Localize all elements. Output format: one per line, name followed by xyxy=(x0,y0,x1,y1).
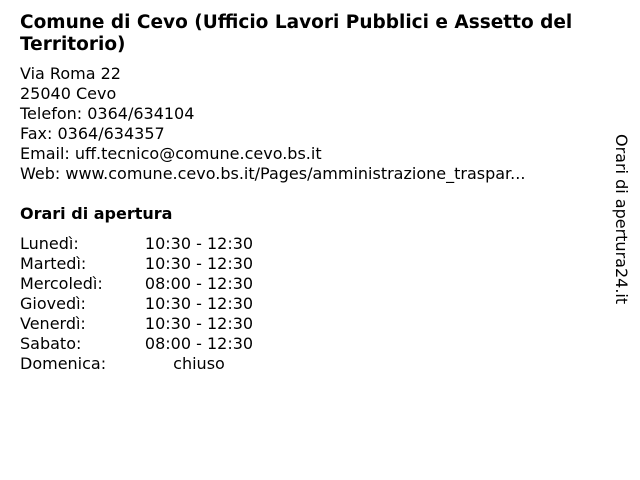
time-value: 10:30 - 12:30 xyxy=(144,294,254,313)
hours-row-thursday xyxy=(20,294,261,314)
hours-row-saturday xyxy=(20,334,261,354)
postal-city: 25040 Cevo xyxy=(20,84,117,103)
site-brand-watermark xyxy=(611,134,633,324)
day-label: Venerdì: xyxy=(20,314,86,333)
opening-hours-heading: Orari di apertura xyxy=(20,204,173,223)
contact-details xyxy=(20,64,600,184)
time-value: chiuso xyxy=(173,354,225,373)
hours-row-monday xyxy=(20,234,261,254)
time-value: 10:30 - 12:30 xyxy=(144,254,254,273)
office-title: Comune di Cevo (Ufficio Lavori Pubblici e Assetto del Territorio) xyxy=(20,12,573,55)
time-value: 08:00 - 12:30 xyxy=(144,274,254,293)
street-address: Via Roma 22 xyxy=(20,64,121,83)
hours-row-wednesday xyxy=(20,274,261,294)
hours-row-friday xyxy=(20,314,261,334)
day-label: Giovedì: xyxy=(20,294,86,313)
site-brand-text: Orari di apertura24.it xyxy=(612,134,631,305)
time-value: 10:30 - 12:30 xyxy=(144,314,254,333)
day-label: Sabato: xyxy=(20,334,82,353)
day-label: Martedì: xyxy=(20,254,87,273)
day-label: Domenica: xyxy=(20,354,107,373)
fax-number: Fax: 0364/634357 xyxy=(20,124,165,143)
day-label: Mercoledì: xyxy=(20,274,103,293)
hours-row-tuesday xyxy=(20,254,261,274)
time-value: 10:30 - 12:30 xyxy=(144,234,254,253)
time-value: 08:00 - 12:30 xyxy=(144,334,254,353)
day-label: Lunedì: xyxy=(20,234,79,253)
email-address: Email: uff.tecnico@comune.cevo.bs.it xyxy=(20,144,322,163)
phone-number: Telefon: 0364/634104 xyxy=(20,104,195,123)
opening-hours-table xyxy=(20,234,261,374)
hours-row-sunday xyxy=(20,354,261,374)
website-url: Web: www.comune.cevo.bs.it/Pages/amministrazione_traspar... xyxy=(20,164,526,183)
